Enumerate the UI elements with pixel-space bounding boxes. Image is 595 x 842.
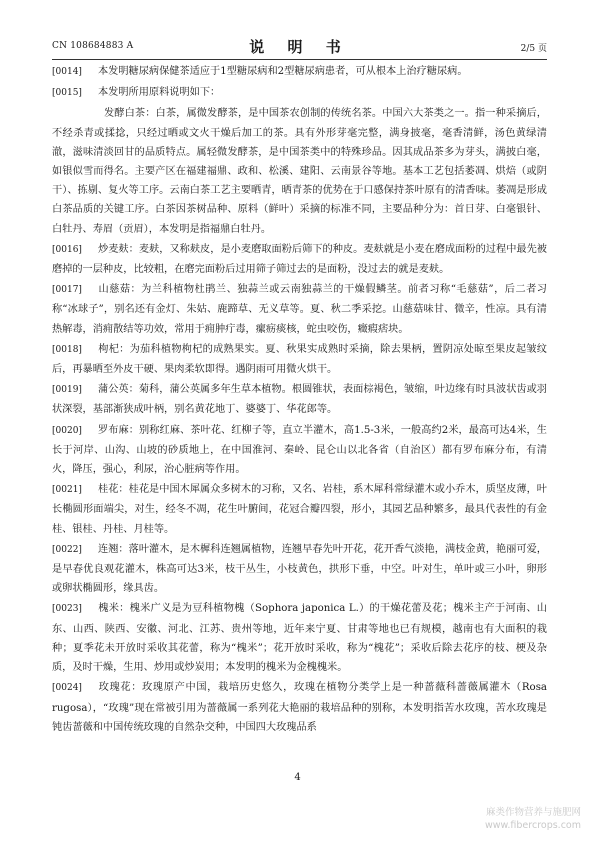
paragraph-tag: [0016] — [52, 244, 82, 255]
page-header — [52, 36, 547, 58]
paragraph-tag: [0022] — [52, 544, 82, 555]
paragraph-0019 — [52, 380, 547, 419]
paragraph-0020 — [52, 421, 547, 480]
paragraph-tag: [0021] — [52, 485, 82, 496]
paragraph-0016 — [52, 240, 547, 279]
paragraph-text: 本发明所用原料说明如下： — [98, 87, 221, 99]
header-rule — [52, 59, 547, 60]
paragraph-text: 枸杞：为茄科植物枸杞的成熟果实。夏、秋果实成熟时采摘，除去果柄，置阴凉处晾至果皮起皱纹后，再暴晒至外皮干硬、果肉柔软即得。遇阴雨可用微火烘干。 — [52, 343, 547, 376]
watermark-url: www.fibercrops.com — [484, 820, 581, 831]
paragraph-tag: [0015] — [52, 88, 82, 99]
paragraph-text: 发酵白茶：白茶，属微发酵茶，是中国茶农创制的传统名茶。中国六大茶类之一。指一种采摘后，不经杀青或揉捻，只经过晒或文火干燥后加工的茶。具有外形芽毫完整，满身披毫，毫香清鲜，汤色黄绿清澈，滋味清淡回甘的品质特点。属轻微发酵茶，是中国茶类中的特殊珍品。因其成品茶多为芽头，满披白毫，如银似雪而得名。主要产区在福建福鼎、政和、松溪、建阳、云南景谷等地。基本工艺包括萎凋、烘焙（或阴干）、拣剔、复火等工序。云南白茶工艺主要晒青，晒青茶的优势在于口感保持茶叶原有的清香味。萎凋是形成白茶品质的关键工序。白茶因茶树品种、原料（鲜叶）采摘的标准不同，主要品种分为：首日芽、白毫银针、白牡丹、寿眉（贡眉），本发明是指福鼎白牡丹。 — [52, 108, 547, 235]
paragraph-0018 — [52, 340, 547, 379]
paragraph-text: 本发明糖尿病保健茶适应于1型糖尿病和2型糖尿病患者，可从根本上治疗糖尿病。 — [98, 66, 468, 77]
paragraph-0022 — [52, 540, 547, 599]
paragraph-text: 连翘：落叶灌木，是木樨科连翘属植物，连翘早春先叶开花，花开香气淡艳，满枝金黄，艳丽可爱，是早春优良观花灌木，株高可达3米，枝干丛生，小枝黄色，拱形下垂，中空。叶对生，单叶或三小叶，卵形或卵状椭圆形，缘具齿。 — [52, 543, 547, 595]
site-watermark — [485, 806, 581, 832]
paragraph-0023 — [52, 599, 547, 677]
paragraph-0015 — [52, 83, 547, 103]
paragraph-tag: [0019] — [52, 385, 82, 396]
paragraph-text: 桂花：桂花是中国木犀属众多树木的习称，又名、岩桂，系木犀科常绿灌木或小乔木，质坚皮薄，叶长椭圆形面端尖，对生，经冬不凋，花生叶腑间，花冠合瓣四裂，形小，其园艺品种繁多，最具代表性的有金桂、银桂、丹桂、月桂等。 — [52, 484, 547, 535]
paragraph-text: 炒麦麸：麦麸，又称麸皮，是小麦磨取面粉后筛下的种皮。麦麸就是小麦在磨成面粉的过程中最先被磨掉的一层种皮，比较粗，在磨完面粉后过用筛子筛过去的是面粉，没过去的就是麦麸。 — [52, 243, 547, 276]
page-number: 4 — [294, 772, 301, 783]
paragraph-0017 — [52, 280, 547, 339]
paragraph-tag: [0020] — [52, 425, 82, 436]
document-body — [52, 62, 547, 738]
paragraph-tag: [0018] — [52, 344, 82, 355]
paragraph-0021 — [52, 480, 547, 539]
paragraph-tag: [0017] — [52, 285, 82, 296]
paragraph-tag: [0024] — [52, 683, 82, 694]
paragraph-text: 玫瑰花：玫瑰原产中国，栽培历史悠久，玫瑰在植物分类学上是一种蔷薇科蔷薇属灌木（Rosa rugosa），“玫瑰”现在常被引用为蔷薇属一系列花大艳丽的栽培品种的别称，本发明指苦水玫瑰，苦水玫瑰是钝齿蔷薇和中国传统玫瑰的自然杂交种，中国四大玫瑰品系 — [52, 682, 547, 733]
page-indicator: 2/5 页 — [520, 44, 547, 54]
document-title: 说 明 书 — [249, 38, 350, 56]
paragraph-0024 — [52, 678, 547, 737]
paragraph-white-tea — [52, 104, 547, 238]
paragraph-text: 蒲公英：菊科，蒲公英属多年生草本植物。根圆锥状，表面棕褐色，皱缩，叶边缘有时具波状齿或羽状深裂，基部渐狭成叶柄，别名黄花地丁、婆婆丁、华花郎等。 — [52, 384, 547, 416]
paragraph-0014 — [52, 62, 547, 82]
paragraph-text: 罗布麻：别称红麻、茶叶花、红柳子等，直立半灌木，高1.5-3米，一般高约2米，最高可达4米，生长于河岸、山沟、山坡的砂质地上，在中国淮河、秦岭、昆仑山以北各省（自治区）都有罗布麻分布，有清火，降压，强心，利尿，治心脏病等作用。 — [52, 424, 547, 476]
paragraph-text: 槐米：槐米广义是为豆科植物槐（Sophora japonica L.）的干燥花蕾及花；槐米主产于河南、山东、山西、陕西、安徽、河北、江苏、贵州等地，近年来宁夏、甘肃等地也已有规模，越南也有大面积的栽种；夏季花未开放时采收其花蕾，称为“槐米”；花开放时采收，称为“槐花”；采收后除去花序的枝、梗及杂质，及时干燥，生用、炒用或炒炭用；本发明的槐米为金槐槐米。 — [52, 603, 547, 674]
paragraph-text: 山慈菇：为兰科植物杜鹃兰、独蒜兰或云南独蒜兰的干燥假鳞茎。前者习称“毛慈菇”，后二者习称“冰球子”，别名还有金灯、朱姑、鹿蹄草、无义草等。夏、秋二季采挖。山慈菇味甘、微辛，性凉。具有清热解毒，消痈散结等功效，常用于痈肿疔毒，瘰疬痰核，蛇虫咬伤，癥瘕痞块。 — [52, 284, 547, 335]
watermark-title: 麻类作物营养与施肥网 — [485, 807, 581, 818]
paragraph-tag: [0014] — [52, 67, 82, 77]
patent-number: CN 108684883 A — [52, 41, 134, 51]
paragraph-tag: [0023] — [52, 604, 82, 615]
